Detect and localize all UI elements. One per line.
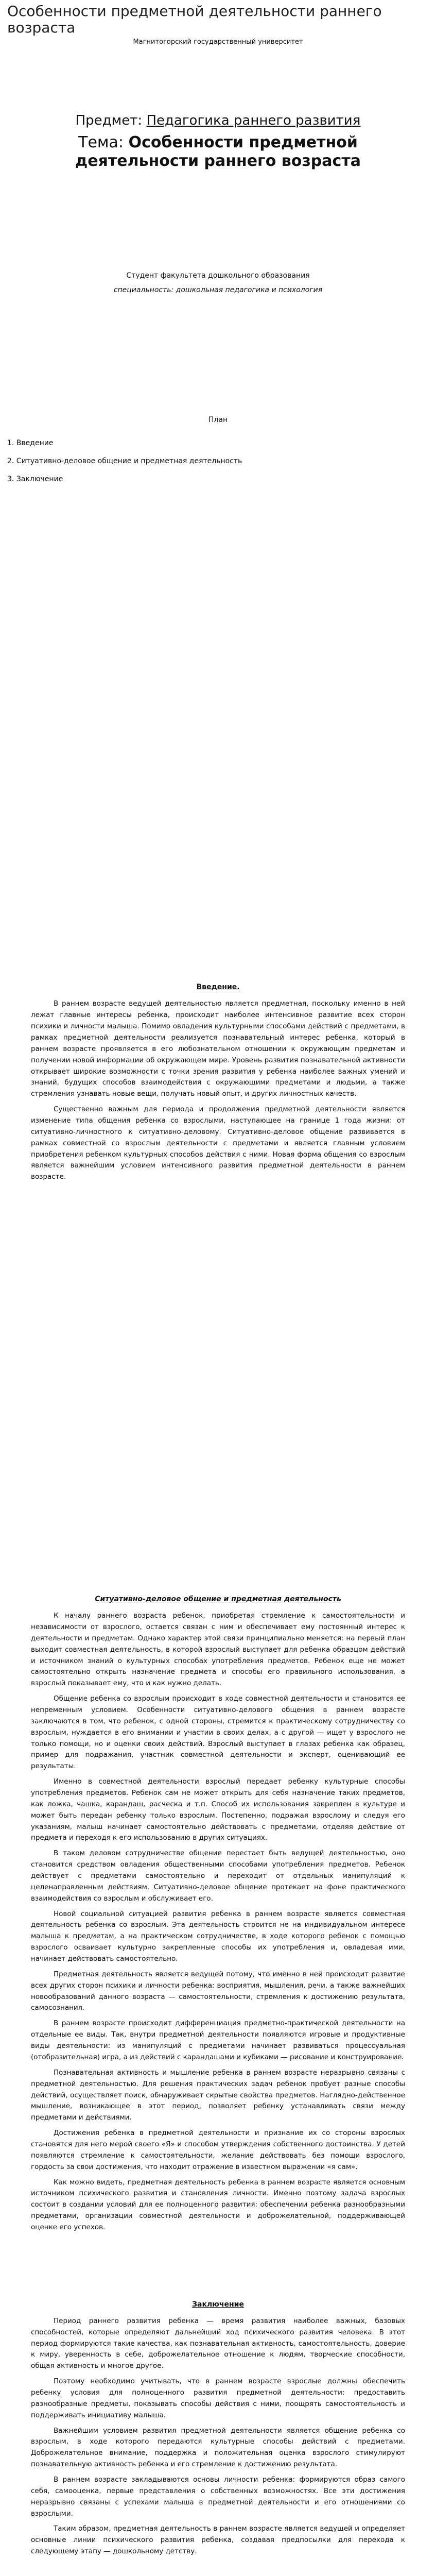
specialty-line: специальность: дошкольная педагогика и психология (113, 286, 323, 295)
topic-line (21, 133, 415, 171)
chapter-paragraph: Достижения ребенка в предметной деятельности и признание их со стороны взрослых становятся для него мерой своего «Я» и способом утверждения собственного достоинства. У детей появляются стремление к самостоятельности, желание действовать без помощи взрослого, гордость за свои достижения, что находит отражение в известном выражении «я сам». (31, 2129, 405, 2171)
author-block (21, 268, 415, 297)
chapter-paragraph: Именно в совместной деятельности взрослый передает ребенку культурные способы употребления предметов. Ребенок сам не может открыть для себя назначение таких предметов, как ложка, чашка, карандаш, расческа и т.п. Способ их использования закреплен в культуре и может быть передан ребенку только взрослым. Постепенно, подражая взрослому и следуя его указаниям, малыш начинает самостоятельно действовать с предметами, отделяя действие от предмета и переходя к его использованию в других ситуациях. (31, 1777, 405, 1842)
plan-section (0, 416, 436, 488)
conclusion-paragraph: Таким образом, предметная деятельность в раннем возрасте является ведущей и определяет основные линии психического развития ребенка, создавая предпосылки для перехода к следующему этапу — дошкольному детству. (31, 2524, 405, 2556)
intro-paragraph: Существенно важным для периода и продолжения предметной деятельности является изменение типа общения ребенка со взрослыми, наступающее на границе 1 года жизни: от ситуативно-личностного к ситуативно-деловому. Ситуативно-деловое общение развивается в рамках совместной со взрослым деятельности с предметами и является главным условием приобретения ребенком культурных способов действия с ними. Новая форма общения со взрослым является важнейшим условием интенсивного развития предметной деятельности в раннем возрасте. (31, 1105, 405, 1181)
plan-title: План (208, 416, 228, 425)
chapter-paragraph: В раннем возрасте происходит дифференциация предметно-практической деятельности на отдельные ее виды. Так, внутри предметной деятельности появляются игровые и продуктивные виды деятельности: из манипуляций с предметами начинает развиваться процессуальная (отобразительная) игра, а из действий с карандашами и кубиками — рисование и конструирование. (31, 2019, 405, 2061)
document-title: Особенности предметной деятельности раннего возраста (7, 3, 382, 37)
conclusion-heading: Заключение (192, 2300, 244, 2309)
subject-name: Педагогика раннего развития (146, 113, 361, 129)
plan-list (0, 434, 436, 488)
conclusion-paragraph: Поэтому необходимо учитывать, что в раннем возрасте взрослые должны обеспечить ребенку условия для полноценного развития предметной деятельности: предоставить разнообразные предметы, показывать способы действия с ними, поощрять самостоятельность и поддерживать инициативу малыша. (31, 2377, 405, 2419)
title-page (0, 113, 436, 297)
author-line: Студент факультета дошкольного образования (126, 272, 310, 280)
chapter-section (0, 1595, 436, 2233)
chapter-paragraph: Как можно видеть, предметная деятельность ребенка в раннем возрасте является основным источником психического развития и становления личности. Именно поэтому задача взрослых состоит в создании условий для ее полноценного развития: обеспечении ребенка разнообразными предметами, организации совместной деятельности и доброжелательной, поддерживающей оценке его успехов. (31, 2178, 405, 2231)
intro-section (0, 983, 436, 1183)
chapter-paragraph: Общение ребенка со взрослым происходит в ходе совместной деятельности и становится ее непременным условием. Особенности ситуативно-делового общения в раннем возрасте заключаются в том, что ребенок, с одной стороны, стремится к практическому сотрудничеству со взрослым, нуждается в его внимании и участии в своих делах, а с другой — ищет у взрослого не только помощи, но и оценки своих действий. Взрослый выступает в глазах ребенка как образец, пример для подражания, участник совместной деятельности и эксперт, оценивающий ее результаты. (31, 1694, 405, 1771)
chapter-paragraph: Новой социальной ситуацией развития ребенка в раннем возрасте является совместная деятельность ребенка со взрослым. Эта деятельность строится не на индивидуальном интересе малыша к предметам, а на практическом сотрудничестве, в ходе которого ребенок с помощью взрослого осваивает культурно закрепленные способы их употребления и, овладевая ими, начинает действовать самостоятельно. (31, 1909, 405, 1963)
chapter-paragraph: Познавательная активность и мышление ребенка в раннем возрасте неразрывно связаны с предметной деятельностью. Для решения практических задач ребенок пробует разные способы действий, осуществляет поиск, обнаруживает скрытые свойства предметов. Наглядно-действенное мышление, возникающее в этот период, позволяет ребенку устанавливать связи между предметами и действиями. (31, 2068, 405, 2122)
topic-prefix: Тема: (78, 133, 124, 152)
conclusion-paragraph: Период раннего развития ребенка — время развития наиболее важных, базовых способностей, которые определяют дальнейший ход психического развития человека. В этот период формируются такие качества, как познавательная активность, самостоятельность, доверие к миру, уверенность в себе, доброжелательное отношение к людям, творческие способности, общая активность и многое другое. (31, 2316, 405, 2370)
chapter-paragraph: К началу раннего возраста ребенок, приобретая стремление к самостоятельности и независимости от взрослого, остается связан с ним и обеспечивает ему постоянный интерес к деятельности и предметам. Однако характер этой связи принципиально меняется: на первый план выходит совместная деятельность, в которой взрослый выступает для ребенка образцом действий и источником знаний о культурных способах употребления предметов. Ребенок еще не может самостоятельно открыть назначение предмета и способы его правильного использования, а взрослый показывает ему, что и как нужно делать. (31, 1612, 405, 1688)
conclusion-paragraph: Важнейшим условием развития предметной деятельности является общение ребенка со взрослым, в ходе которого передаются культурные способы действий с предметами. Доброжелательное внимание, поддержка и положительная оценка взрослого стимулируют познавательную активность ребенка и его стремление к достижению результата. (31, 2426, 405, 2469)
topic-name: Особенности предметной деятельности раннего возраста (75, 133, 361, 171)
subject-line (21, 113, 415, 128)
chapter-paragraph: В таком деловом сотрудничестве общение перестает быть ведущей деятельностью, оно становится средством овладения общественными способами употребления предметов. Ребенок действует с предметами самостоятельно и переходит от отдельных манипуляций к целенаправленным действиям. Ситуативно-деловое общение протекает на фоне практического взаимодействия со взрослым и обслуживает его. (31, 1849, 405, 1903)
university-name: Магнитогорский государственный университет (133, 38, 303, 46)
chapter-heading: Ситуативно-деловое общение и предметная деятельность (95, 1595, 341, 1604)
conclusion-paragraph: В раннем возрасте закладываются основы личности ребенка: формируются образ самого себя, самооценка, первые представления о собственных возможностях. Все эти достижения неразрывно связаны с успехами малыша в предметной деятельности и его отношениями со взрослыми. (31, 2475, 405, 2518)
intro-paragraph: В раннем возрасте ведущей деятельностью является предметная, поскольку именно в ней лежат главные интересы ребенка, происходит наиболее интенсивное развитие всех сторон психики и личности малыша. Помимо овладения культурными способами действий с предметами, в рамках предметной деятельности реализуется познавательный интерес ребенка, который в раннем возрасте проявляется в его любознательном отношении к окружающим предметам и получении новой информации об окружающем мире. Уровень развития познавательной активности открывает широкие возможности с точки зрения развития у ребенка наиболее важных умений и знаний, будущих способов взаимодействия с окружающими предметами и людьми, а также стремления узнавать новые вещи, получать новый опыт, и других личностных качеств. (31, 999, 405, 1098)
conclusion-section (0, 2300, 436, 2557)
subject-prefix: Предмет: (75, 113, 143, 129)
plan-item: 2. Ситуативно-деловое общение и предметная деятельность (7, 457, 242, 466)
plan-item: 1. Введение (7, 439, 54, 448)
chapter-paragraph: Предметная деятельность является ведущей потому, что именно в ней происходит развитие всех других сторон психики и личности ребенка: восприятия, мышления, речи, а также важнейших новообразований данного возраста — самостоятельности, стремления к достижению результата, самосознания. (31, 1970, 405, 2012)
intro-heading: Введение. (196, 983, 240, 992)
document-header (0, 0, 436, 46)
plan-item: 3. Заключение (7, 475, 63, 484)
